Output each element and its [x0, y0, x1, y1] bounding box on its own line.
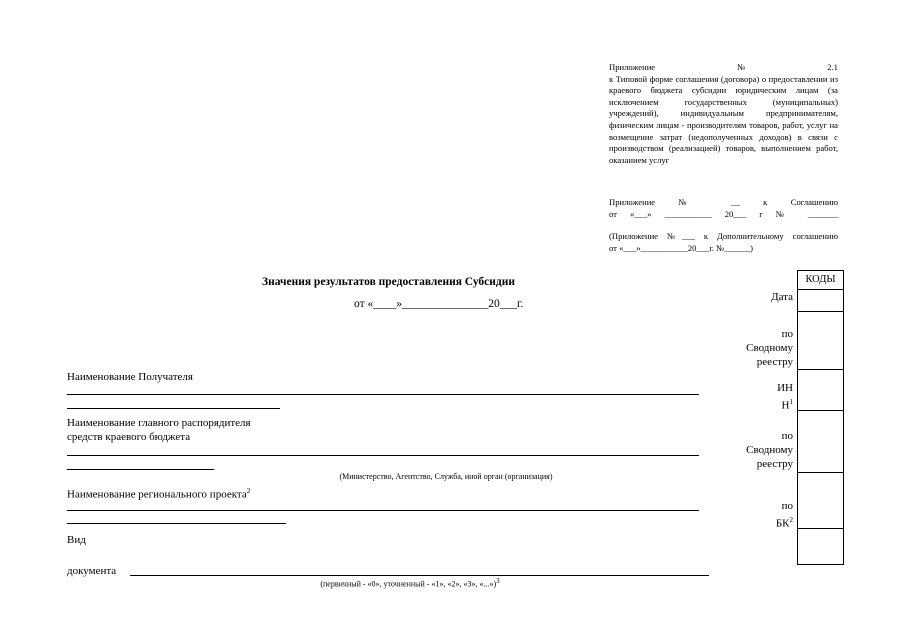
- codes-label-bk-po: по: [781, 500, 793, 512]
- recipient-line-short[interactable]: [67, 408, 280, 409]
- manager-label-line1: Наименование главного распорядителя: [67, 417, 251, 429]
- codes-label-bk-text: БК: [775, 517, 790, 530]
- codes-table: [797, 270, 844, 565]
- appendix-note: [609, 62, 838, 166]
- doc-type-hint-text: (первичный - «0», уточненный - «1», «2», «3», «...»): [320, 579, 497, 589]
- appendix-agreement-ref: [609, 197, 838, 220]
- document-title: Значения результатов предоставления Субсидии: [262, 276, 515, 288]
- codes-label-registry2-svodnomu: Сводному: [746, 444, 793, 456]
- project-line[interactable]: [67, 510, 699, 511]
- project-line-short[interactable]: [67, 523, 286, 524]
- codes-label-registry2-reestru: реестру: [756, 458, 793, 470]
- codes-label-inn-footnote: 1: [789, 398, 793, 406]
- appendix-text: к Типовой форме соглашения (договора) о предоставлении из краевого бюджета субсидии юридическим лицам (за исключением государственных (муниципальных) учреждений), индивидуальным предпринимателям, физическим лицам - производителям товаров, работ, услуг на возмещение затрат (недополученных доходов) в связи с производством (реализацией) товаров, выполнением работ, оказанием услуг: [609, 73, 838, 165]
- doc-type-hint: [130, 577, 690, 589]
- appendix-supplementary-line2: от «___»___________20___г. №______): [609, 242, 754, 253]
- codes-label-inn: [777, 381, 793, 413]
- appendix-supplementary-ref: [609, 231, 838, 254]
- codes-label-registry2: [746, 429, 793, 471]
- codes-label-inn-line1: ИН: [777, 382, 793, 394]
- appendix-header-mid: №: [737, 62, 746, 72]
- recipient-label: Наименование Получателя: [67, 371, 193, 383]
- doc-type-footnote-mark: 3: [496, 577, 500, 585]
- codes-label-registry2-po: по: [781, 430, 793, 442]
- codes-label-registry1-reestru: реестру: [756, 356, 793, 368]
- codes-label-bk: [776, 499, 793, 531]
- codes-label-inn-line2: Н: [781, 399, 790, 412]
- recipient-line[interactable]: [67, 394, 699, 395]
- codes-label-bk-footnote: 2: [789, 516, 793, 524]
- manager-hint: (Министерство, Агентство, Служба, иной орган (организация): [339, 472, 553, 481]
- project-footnote-mark: 2: [246, 487, 251, 495]
- doc-type-label-line2: документа: [67, 565, 117, 577]
- doc-type-label-line1: Вид: [67, 534, 86, 546]
- codes-cell-registry1[interactable]: [798, 312, 843, 370]
- document-date-line: от «____»_______________20___г.: [354, 298, 524, 310]
- appendix-header-right: 2.1: [827, 62, 838, 72]
- codes-cell-bk[interactable]: [798, 473, 843, 529]
- appendix-agreement-line2: от «___» ___________ 20___ г № _______: [609, 208, 838, 219]
- appendix-supplementary-line1: (Приложение №___ к Дополнительному соглашению: [609, 231, 838, 241]
- manager-line[interactable]: [67, 455, 699, 456]
- project-label-text: Наименование регионального проекта: [67, 488, 247, 501]
- manager-line-short[interactable]: [67, 469, 214, 470]
- codes-cell-date[interactable]: [798, 290, 843, 312]
- appendix-agreement-line1: Приложение № __ к Соглашению: [609, 197, 838, 207]
- codes-label-registry1-po: по: [781, 328, 793, 340]
- codes-header: КОДЫ: [798, 271, 843, 290]
- codes-label-registry1: [746, 327, 793, 369]
- codes-label-date: Дата: [771, 291, 793, 303]
- project-label: [67, 484, 250, 502]
- appendix-header-left: Приложение: [609, 62, 656, 72]
- manager-label-line2: средств краевого бюджета: [67, 431, 191, 443]
- codes-cell-registry2[interactable]: [798, 411, 843, 473]
- codes-cell-inn[interactable]: [798, 370, 843, 411]
- codes-label-registry1-svodnomu: Сводному: [746, 342, 793, 354]
- doc-type-line[interactable]: [130, 575, 709, 576]
- manager-label: [67, 416, 251, 444]
